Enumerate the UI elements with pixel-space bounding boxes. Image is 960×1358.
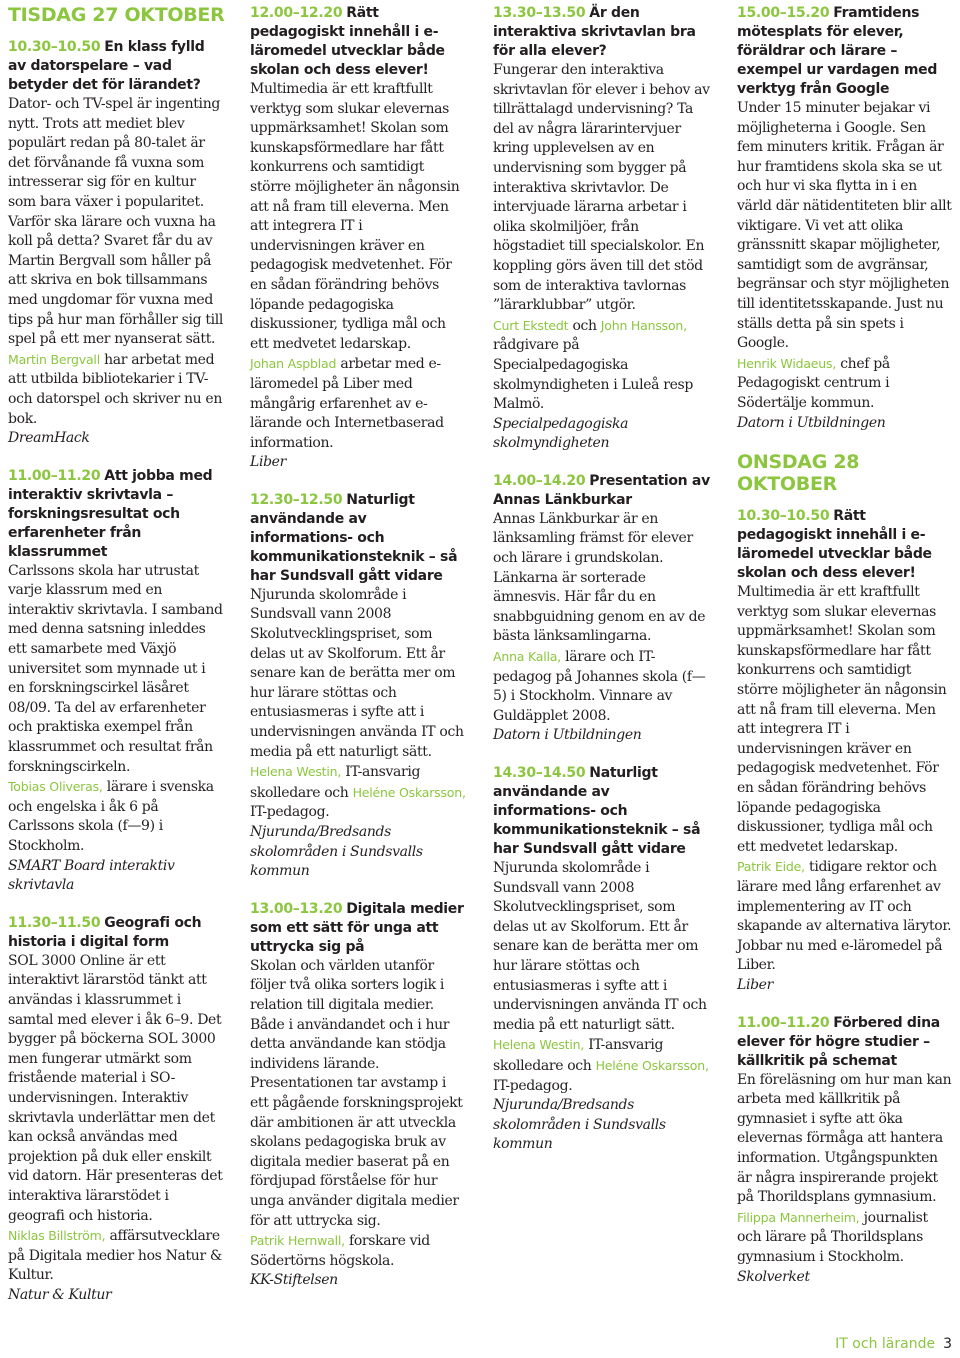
session (493, 4, 711, 454)
session-time: 11.00–11.20 (8, 467, 101, 484)
speaker-name: Curt Ekstedt (493, 317, 569, 333)
page-footer (835, 1336, 952, 1352)
session-time: 12.00–12.20 (250, 5, 343, 21)
speaker-info (8, 1226, 226, 1286)
column-4 (737, 4, 955, 1305)
session-title (493, 4, 711, 61)
session-title (493, 764, 711, 859)
speaker-name: Filippa Mannerheim, (737, 1209, 860, 1225)
speaker-info (250, 354, 468, 453)
speaker-text: lärare i svenska och engelska i åk 6 på Carlssons skola (f—9) i Stockholm. (8, 779, 214, 854)
speaker-text: chef på Pedagogiskt centrum i Södertälje kommun. (737, 355, 890, 411)
speaker-name: Henrik Widaeus, (737, 355, 837, 371)
session-description: En föreläsning om hur man kan arbeta med källkritik på gymnasiet i syfte att öka elevernas förmåga att hantera information. Utgångspunkten är några inspirerande projekt på Thorildsplans gymnasium. (737, 1071, 952, 1206)
speaker-text: rådgivare på Specialpedagogiska skolmyndigheten i Luleå resp Malmö. (493, 337, 693, 413)
column-2 (250, 4, 468, 1309)
session-source: Njurunda/Bredsands skolområden i Sundsvalls kommun (493, 1097, 666, 1153)
day-heading: ONSDAG 28 OKTOBER (737, 451, 860, 496)
session (250, 4, 468, 473)
session-title (8, 914, 226, 952)
session-title-text: Geografi och historia i digital form (8, 914, 202, 950)
session-title (250, 900, 468, 957)
session-title-text: Rätt pedagogiskt innehåll i e-läromedel utvecklar både skolan och dess elever! (250, 5, 445, 78)
speaker-name: Helena Westin, (493, 1037, 585, 1053)
speaker-info (493, 1035, 711, 1096)
day-heading: TISDAG 27 OKTOBER (8, 4, 225, 26)
session-title (737, 1014, 955, 1071)
speaker-info (737, 1208, 955, 1268)
speaker-info (250, 1231, 468, 1271)
speaker-info (737, 354, 955, 414)
session (737, 1014, 955, 1288)
speaker-name: Patrik Hernwall, (250, 1233, 345, 1249)
speaker-name: Heléne Oskarsson, (352, 784, 466, 800)
column-3 (493, 4, 711, 1173)
footer-label: IT och lärande (835, 1336, 936, 1352)
speaker-info (8, 350, 226, 429)
session-source: Liber (250, 454, 286, 471)
session (250, 900, 468, 1291)
session-title (8, 467, 226, 562)
speaker-text: lärare och IT-pedagog på Johannes skola (f—5) i Stockholm. Vinnare av Guldäpplet 2008. (493, 649, 706, 724)
session-time: 12.30–12.50 (250, 491, 343, 508)
speaker-name: Anna Kalla, (493, 649, 562, 665)
session (737, 4, 955, 433)
session-time: 14.00–14.20 (493, 472, 586, 489)
session-time: 14.30–14.50 (493, 765, 586, 781)
session-source: Skolverket (737, 1268, 810, 1285)
session-title-text: En klass fylld av datorspelare – vad betyder det för lärandet? (8, 39, 205, 93)
session-title (250, 4, 468, 80)
session-source: KK-Stiftelsen (250, 1272, 338, 1289)
session-source: SMART Board interaktiv skrivtavla (8, 857, 175, 894)
speaker-text: journalist och lärare på Thorildsplans gymnasium i Stockholm. (737, 1209, 928, 1265)
session (8, 38, 226, 449)
session-description: Njurunda skolområde i Sundsvall vann 2008 Skolutvecklingspriset, som delas ut av Skolforum. Ett år senare kan de berätta mer om hur lärare stöttas och entusiasmeras i syfte att i undervisningen använda IT och media på ett naturligt sätt. (493, 860, 707, 1033)
session-source: Natur & Kultur (8, 1286, 112, 1303)
session-time: 11.00–11.20 (737, 1014, 830, 1031)
speaker-text: affärsutvecklare på Digitala medier hos Natur & Kultur. (8, 1228, 222, 1284)
session-source: Datorn i Utbildningen (493, 727, 642, 744)
session-title-text: Naturligt användande av informations- och kommunikationsteknik – så har Sundsvall gått vidare (250, 491, 458, 584)
session-title-text: Att jobba med interaktiv skrivtavla – forskningsresultat och erfarenheter från klassrummet (8, 467, 213, 560)
speaker-info (737, 857, 955, 976)
session-title-text: Naturligt användande av informations- och kommunikationsteknik – så har Sundsvall gått vidare (493, 765, 701, 857)
session-description: Annas Länkburkar är en länksamling främst för elever och lärare i grundskolan. Länkarna är sorterade ämnesvis. Här får du en snabbguidning genom en av de bästa länksamlingarna. (493, 510, 706, 645)
session-time: 10.30–10.50 (737, 508, 830, 525)
speaker-text: och (568, 317, 601, 334)
speaker-name: Heléne Oskarsson, (595, 1057, 709, 1073)
session-title-text: Är den interaktiva skrivtavlan bra för alla elever? (493, 5, 696, 59)
speaker-text: har arbetat med att utbilda bibliotekarier i TV- och datorspel och skriver nu en bok. (8, 351, 222, 427)
session (493, 764, 711, 1155)
session-title-text: Framtidens mötesplats för elever, föräldrar och lärare – exempel ur vardagen med verktyg från Google (737, 5, 938, 97)
session (8, 467, 226, 896)
session-description: Under 15 minuter bejakar vi möjligheterna i Google. Sen fem minuters kritik. Frågan är hur framtidens skola ska se ut och hur vi ska flytta in i en värld där nätidentiteten blir allt viktigare. Vi vet att olika gränssnitt skapar möjligheter, samtidigt som de avgränsar, begränsar och styr möjligheten till identitetsskapande. Just nu ställs detta på sin spets i Google. (737, 100, 952, 352)
session-description: Multimedia är ett kraftfullt verktyg som slukar elevernas uppmärksamhet! Skolan som kunskapsförmedlare har fått konkurrens och samtidigt större möjligheter än någonsin att nå fram till eleverna. Men att integrera IT i undervisningen kräver en pedagogisk medvetenhet. För en sådan förändring behövs löpande pedagogiska diskussioner, tydliga mål och ett medvetet ledarskap. (737, 584, 947, 855)
session-source: DreamHack (8, 430, 90, 447)
speaker-info (493, 316, 711, 415)
speaker-text: forskare vid Södertörns högskola. (250, 1233, 430, 1269)
speaker-text: IT-ansvarig skolledare och (250, 764, 421, 801)
session-title (737, 4, 955, 99)
speaker-text: IT-pedagog. (493, 1077, 573, 1094)
session-source: Njurunda/Bredsands skolområden i Sundsvalls kommun (250, 824, 423, 880)
session (8, 914, 226, 1306)
speaker-name: Patrik Eide, (737, 859, 805, 875)
speaker-name: Johan Aspblad (250, 356, 337, 372)
session-title-text: Rätt pedagogiskt innehåll i e-läromedel utvecklar både skolan och dess elever! (737, 508, 932, 582)
speaker-text: IT-ansvarig skolledare och (493, 1037, 664, 1074)
speaker-text: IT-pedagog. (250, 804, 330, 821)
session-time: 11.30–11.50 (8, 914, 101, 931)
session-description: Dator- och TV-spel är ingenting nytt. Trots att mediet blev populärt redan på 80-talet är det förvånande få vuxna som intresserar sig för en kultur som bara växer i popularitet. Varför ska lärare och vuxna ha koll på detta? Svaret får du av Martin Bergvall som håller på att skriva en bok tillsammans med ungdomar för vuxna med tips på hur man förhåller sig till spel på ett mer nyanserat sätt. (8, 96, 224, 348)
session-title-text: Förbered dina elever för högre studier – källkritik på schemat (737, 1014, 940, 1069)
speaker-name: Tobias Oliveras, (8, 779, 103, 795)
session-title (250, 491, 468, 586)
session-title (493, 472, 711, 510)
session (493, 472, 711, 746)
speaker-name: Niklas Billström, (8, 1228, 106, 1244)
page-number: 3 (943, 1336, 952, 1352)
session-title-text: Digitala medier som ett sätt för unga att uttrycka sig på (250, 900, 464, 955)
speaker-name: John Hansson, (600, 317, 687, 333)
speaker-info (250, 762, 468, 823)
session-time: 13.30–13.50 (493, 5, 586, 21)
speaker-info (8, 777, 226, 856)
session (250, 491, 468, 882)
column-1 (8, 4, 226, 1323)
session-source: Datorn i Utbildningen (737, 414, 886, 431)
speaker-info (493, 647, 711, 726)
session-title-text: Presentation av Annas Länkburkar (493, 472, 710, 508)
session-time: 15.00–15.20 (737, 5, 830, 21)
session-source: Liber (737, 976, 773, 993)
session-source: Specialpedagogiska skolmyndigheten (493, 415, 629, 452)
session-time: 13.00–13.20 (250, 900, 343, 917)
session-title (737, 507, 955, 583)
session-title (8, 38, 226, 95)
speaker-name: Helena Westin, (250, 764, 342, 780)
session-description: Njurunda skolområde i Sundsvall vann 2008 Skolutvecklingspriset, som delas ut av Skolforum. Ett år senare kan de berätta mer om hur lärare stöttas och entusiasmeras i syfte att i undervisningen använda IT och media på ett naturligt sätt. (250, 586, 464, 760)
session (737, 507, 955, 995)
speaker-text: tidigare rektor och lärare med lång erfarenhet av implementering av IT och skapande av alternativa lärytor. Jobbar nu med e-läromedel på Liber. (737, 859, 952, 974)
session-description: Multimedia är ett kraftfullt verktyg som slukar elevernas uppmärksamhet! Skolan som kunskapsförmedlare har fått konkurrens och samtidigt större möjligheter än någonsin att nå fram till eleverna. Men att integrera IT i undervisningen kräver en pedagogisk medvetenhet. För en sådan förändring behövs löpande pedagogiska diskussioner, tydliga mål och ett medvetet ledarskap. (250, 81, 460, 352)
session-description: Carlssons skola har utrustat varje klassrum med en interaktiv skrivtavla. I samband med denna satsning inleddes ett samarbete med Växjö universitet som mynnade ut i en forskningscirkel läsåret 08/09. Ta del av erfarenheter och praktiska exempel från klassrummet och resultat från forskningscirkeln. (8, 562, 223, 775)
session-description: Fungerar den interaktiva skrivtavlan för elever i behov av tillrättalagd undervisning? Ta del av några lärarintervjuer kring upplevelsen av en undervisning som bygger på interaktiva skrivtavlor. De intervjuade lärarna arbetar i olika skolmiljöer, från högstadiet till specialskolor. En koppling görs även till det stöd som de interaktiva tavlornas ”lärarklubbar” utgör. (493, 62, 710, 314)
speaker-text: arbetar med e-läromedel på Liber med mångårig erfarenhet av e-lärande och Internetbaserad information. (250, 356, 444, 451)
session-description: SOL 3000 Online är ett interaktivt lärarstöd tänkt att användas i klassrummet i samtal med elever i åk 6–9. Det bygger på böckerna SOL 3000 men fungerar utmärkt som fristående material i SO-undervisningen. Interaktiv skrivtavla underlättar men det kan också användas med projektion på duk eller enskilt vid datorn. Här presenteras det interaktiva lärarstödet i geografi och historia. (8, 952, 223, 1224)
session-description: Skolan och världen utanför följer två olika sorters logik i relation till digitala medier. Både i användandet och i hur detta användande kan stödja individens lärande. Presentationen tar avstamp i ett pågående forskningsprojekt där ambitionen är att utveckla skolans pedagogiska bruk av digitala medier baserat på en fördjupad förståelse för hur unga använder digitala medier för att uttrycka sig. (250, 957, 463, 1229)
speaker-name: Martin Bergvall (8, 351, 100, 367)
session-time: 10.30–10.50 (8, 39, 101, 55)
